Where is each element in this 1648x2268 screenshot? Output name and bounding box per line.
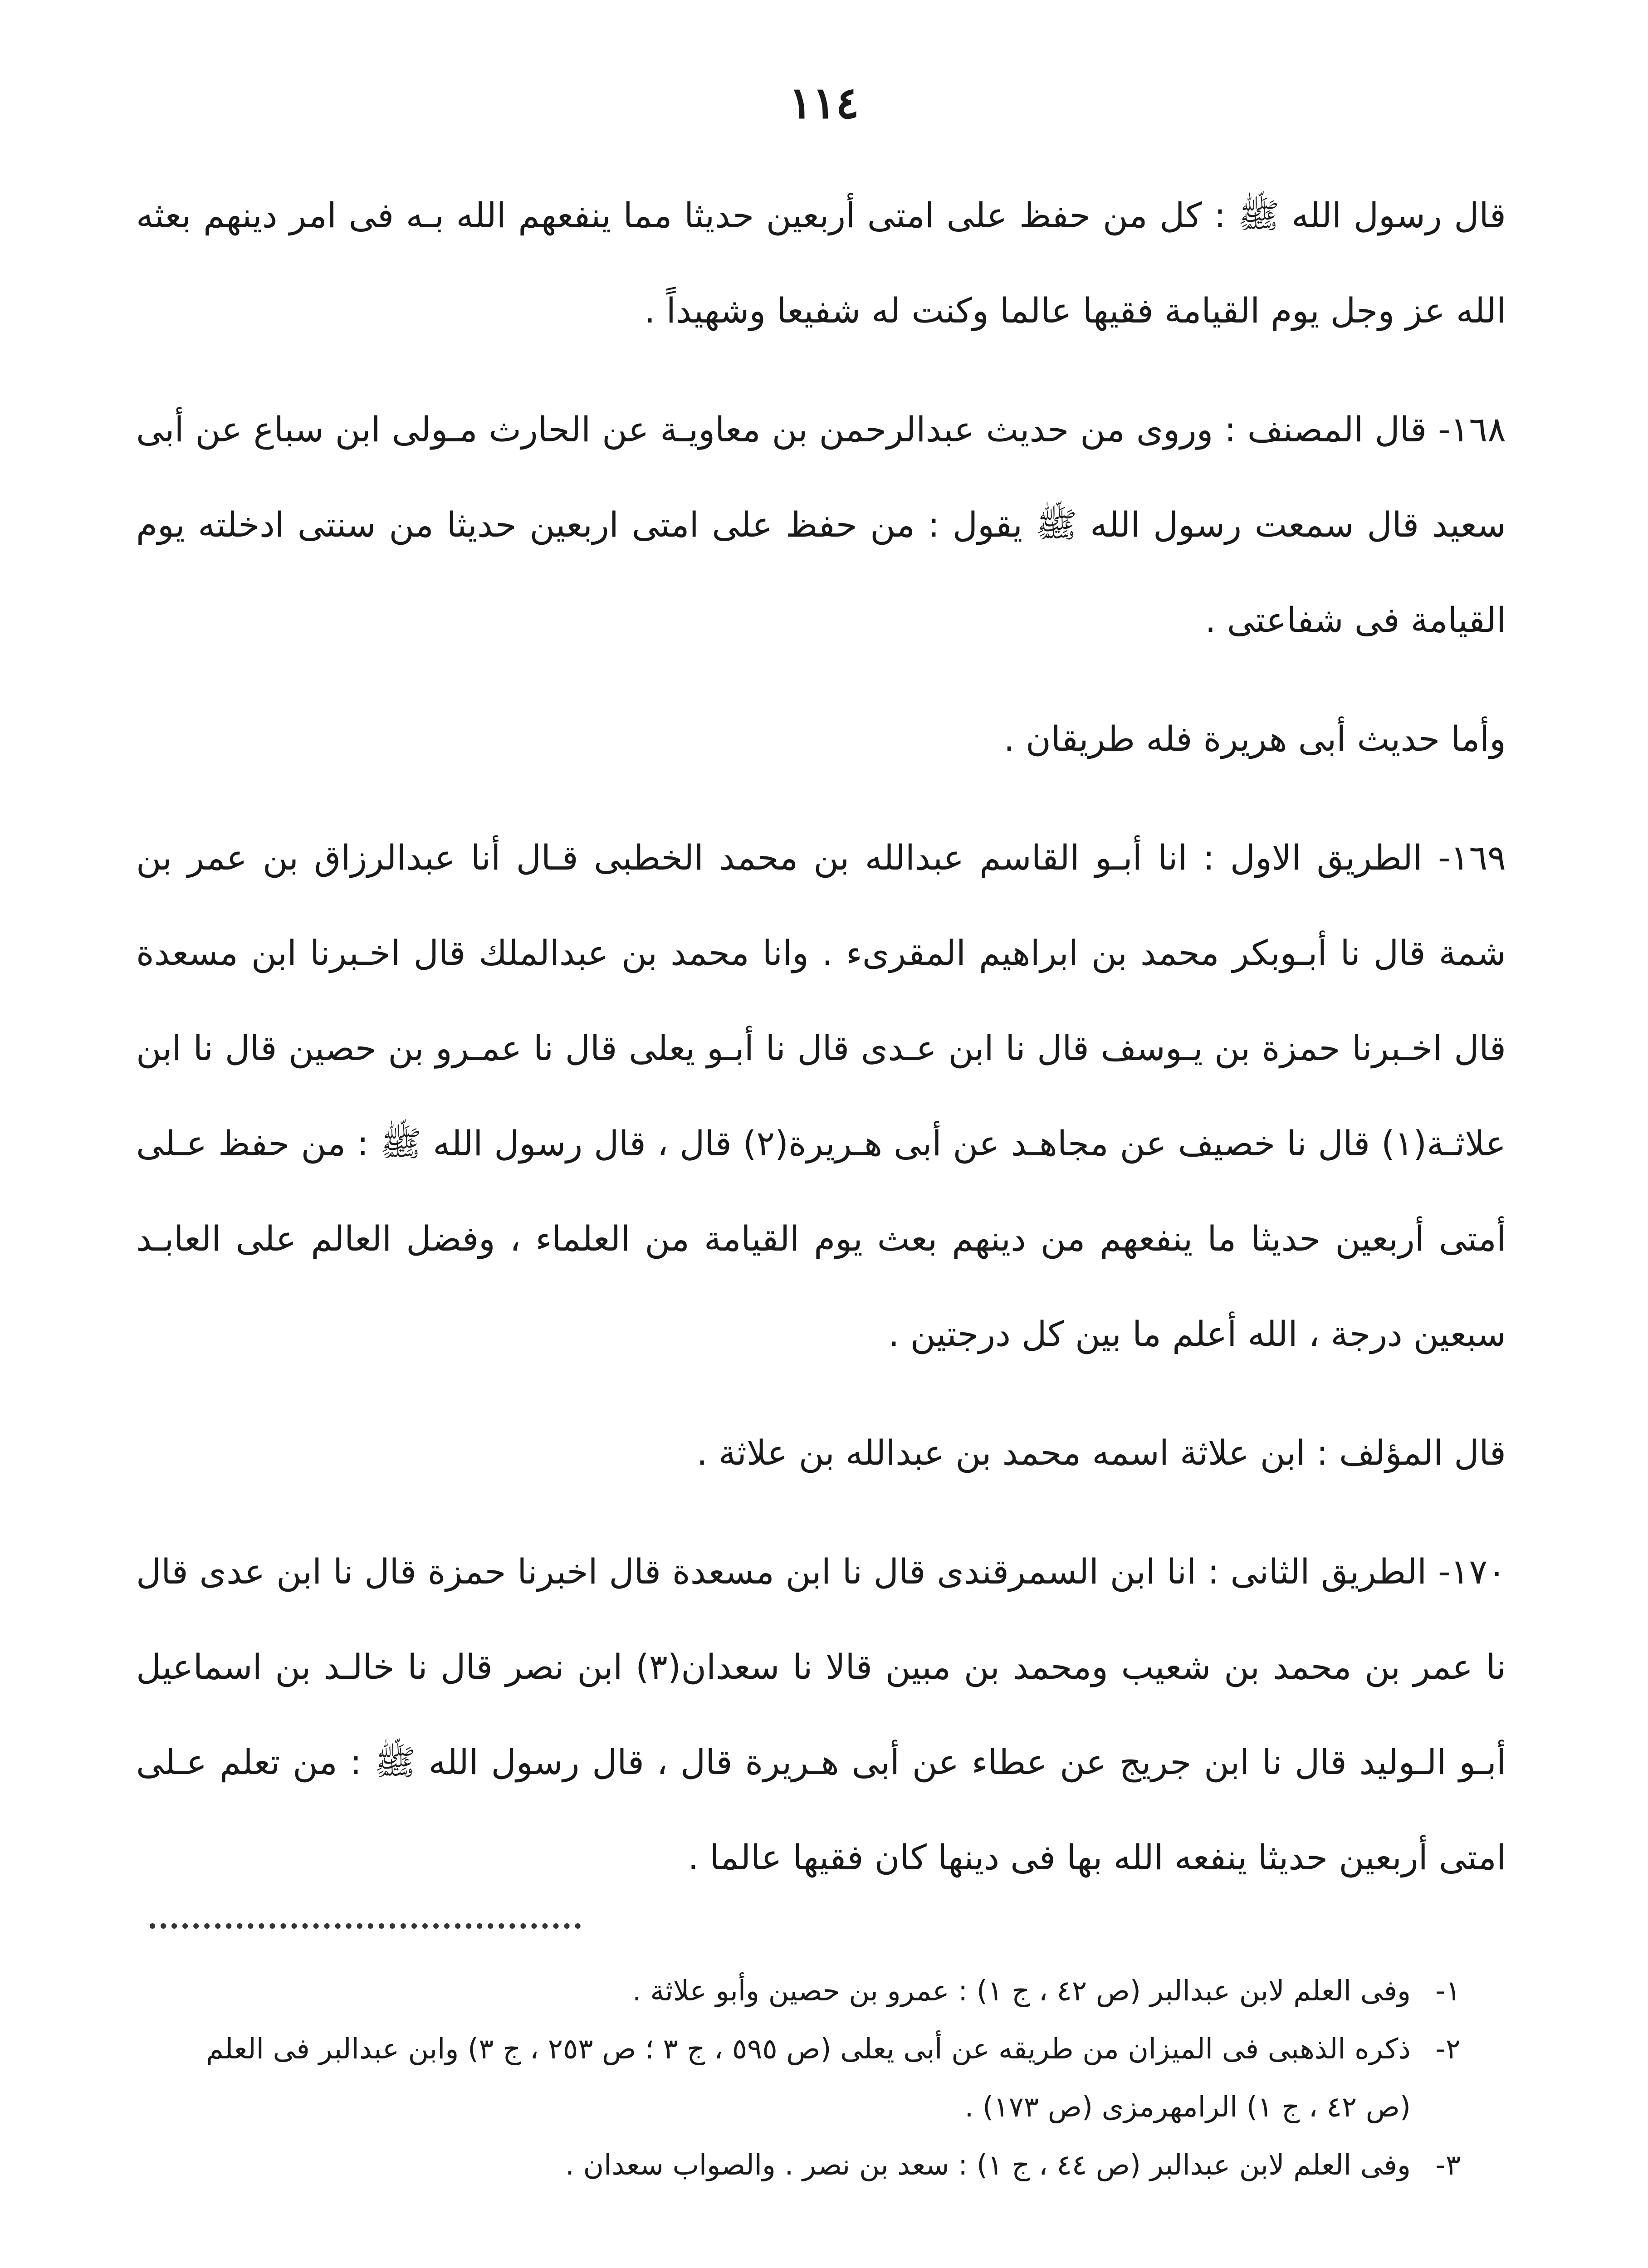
footnote-separator xyxy=(150,1923,581,1929)
footnote-item xyxy=(181,2020,1461,2136)
main-text xyxy=(136,168,1506,1919)
footnote-text: وفى العلم لابن عبدالبر (ص ٤٢ ، ج ١) : عمرو بن حصين وأبو علاثة . xyxy=(632,1974,1411,2007)
paragraph-hadith-intro: قال رسول الله ﷺ : كل من حفظ على امتى أربعين حديثا مما ينفعهم الله بـه فى امر دينهم بعثه الله عز وجل يوم القيامة فقيها عالما وكنت له شفيعا وشهيداً . xyxy=(136,195,1506,331)
footnote-text: وفى العلم لابن عبدالبر (ص ٤٤ ، ج ١) : سعد بن نصر . والصواب سعدان . xyxy=(565,2148,1411,2181)
paragraph-abu-hurayra-paths: وأما حديث أبى هريرة فله طريقان . xyxy=(1003,719,1506,759)
footnote-item xyxy=(181,1962,1461,2020)
paragraph-author-note: قال المؤلف : ابن علاثة اسمه محمد بن عبدالله بن علاثة . xyxy=(696,1432,1506,1473)
footnote-number: ١- xyxy=(1435,1974,1461,2007)
paragraph-169: ١٦٩- الطريق الاول : انا أبـو القاسم عبدالله بن محمد الخطبى قـال أنا عبدالرزاق بن عمر بن شمة قال نا أبـوبكر محمد بن ابراهيم المقرىء . وانا محمد بن عبدالملك قال اخـبرنا ابن مسعدة قال اخـبرنا حمزة بن يـوسف قال نا ابن عـدى قال نا أبـو يعلى قال نا عمـرو بن حصين قال نا ابن علاثـة(١) قال نا خصيف عن مجاهـد عن أبى هـريرة(٢) قال ، قال رسول الله ﷺ : من حفظ عـلى أمتى أربعين حديثا ما ينفعهم من دينهم بعث يوم القيامة من العلماء ، وفضل العالم على العابـد سبعين درجة ، الله أعلم ما بين كل درجتين . xyxy=(136,837,1506,1354)
footnote-text: ذكره الذهبى فى الميزان من طريقه عن أبى يعلى (ص ٥٩٥ ، ج ٣ ؛ ص ٢٥٣ ، ج ٣) وابن عبدالبر فى العلم (ص ٤٢ ، ج ١) الرامهرمزى (ص ١٧٣) . xyxy=(206,2032,1411,2123)
footnotes xyxy=(181,1962,1461,2194)
footnote-number: ٣- xyxy=(1435,2148,1461,2181)
page-number: ١١٤ xyxy=(789,77,859,128)
paragraph-168: ١٦٨- قال المصنف : وروى من حديث عبدالرحمن بن معاويـة عن الحارث مـولى ابن سباع عن أبى سعيد قال سمعت رسول الله ﷺ يقول : من حفظ على امتى اربعين حديثا من سنتى ادخلته يوم القيامة فى شفاعتى . xyxy=(136,409,1506,640)
paragraph-170: ١٧٠- الطريق الثانى : انا ابن السمرقندى قال نا ابن مسعدة قال اخبرنا حمزة قال نا ابن عدى قال نا عمر بن محمد بن شعيب ومحمد بن مبين قالا نا سعدان(٣) ابن نصر قال نا خالـد بن اسماعيل أبـو الـوليد قال نا ابن جريج عن عطاء عن أبى هـريرة قال ، قال رسول الله ﷺ : من تعلم عـلى امتى أربعين حديثا ينفعه الله بها فى دينها كان فقيها عالما . xyxy=(136,1551,1506,1877)
footnote-number: ٢- xyxy=(1435,2032,1461,2065)
footnote-item xyxy=(181,2136,1461,2194)
